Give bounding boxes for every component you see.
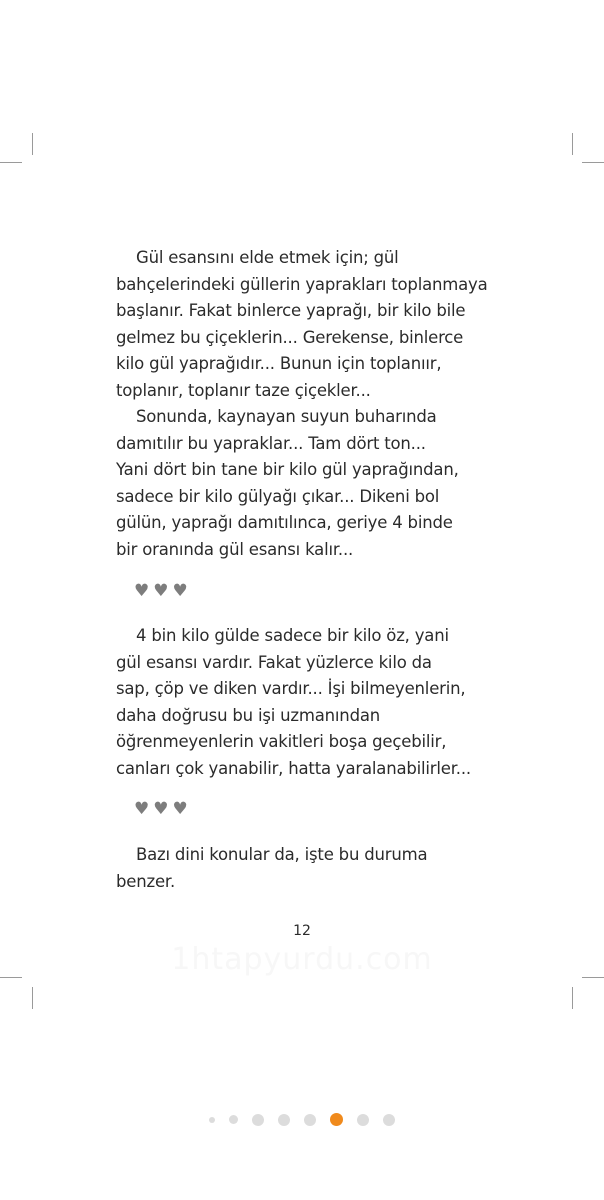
heart-icon: ♥ <box>172 799 188 819</box>
text-block-2 <box>116 623 496 782</box>
page-number: 12 <box>293 923 311 939</box>
separator-hearts <box>134 801 188 818</box>
page-dot[interactable] <box>229 1115 238 1124</box>
heart-icon: ♥ <box>153 799 169 819</box>
heart-icon: ♥ <box>153 581 169 601</box>
crop-mark <box>0 977 22 978</box>
crop-mark <box>32 987 33 1009</box>
crop-mark <box>582 977 604 978</box>
page-dot[interactable] <box>383 1114 395 1126</box>
page-dot[interactable] <box>209 1117 215 1123</box>
separator-hearts <box>134 583 188 600</box>
crop-mark <box>0 162 22 163</box>
heart-icon: ♥ <box>172 581 188 601</box>
paragraph: Gül esansını elde etmek için; gül bahçelerindeki güllerin yaprakları toplanmaya başlanır. Fakat binlerce yaprağı, bir kilo bile gelmez bu çiçeklerin... Gerekense, binlerce kilo gül yaprağıdır... Bunun için toplanıır, toplanır, toplanır taze çiçekler... <box>116 248 488 400</box>
text-block-1 <box>116 245 496 563</box>
crop-mark <box>572 133 573 155</box>
paragraph: Bazı dini konular da, işte bu duruma benzer. <box>116 845 428 891</box>
crop-mark <box>32 133 33 155</box>
page-dot[interactable] <box>304 1114 316 1126</box>
text-block-3 <box>116 842 496 895</box>
page-dot[interactable] <box>252 1114 264 1126</box>
paragraph: 4 bin kilo gülde sadece bir kilo öz, yani gül esansı vardır. Fakat yüzlerce kilo da sap, çöp ve diken vardır... İşi bilmeyenlerin, daha doğrusu bu işi uzmanından öğrenmeyenlerin vakitleri boşa geçebilir, canları çok yanabilir, hatta yaralanabilirler... <box>116 626 471 778</box>
paragraph: Sonunda, kaynayan suyun buharında damıtılır bu yapraklar... Tam dört ton... Yani dört bin tane bir kilo gül yaprağından, sadece bir kilo gülyağı çıkar... Dikeni bol gülün, yaprağı damıtılınca, geriye 4 binde bir oranında gül esansı kalır... <box>116 407 459 559</box>
page-dot[interactable] <box>357 1114 369 1126</box>
page-indicator <box>0 1113 604 1126</box>
crop-mark <box>582 162 604 163</box>
crop-mark <box>572 987 573 1009</box>
heart-icon: ♥ <box>134 799 150 819</box>
watermark: 1htapyurdu.com <box>171 942 433 977</box>
page-dot[interactable] <box>278 1114 290 1126</box>
page-dot-active[interactable] <box>330 1113 343 1126</box>
heart-icon: ♥ <box>134 581 150 601</box>
